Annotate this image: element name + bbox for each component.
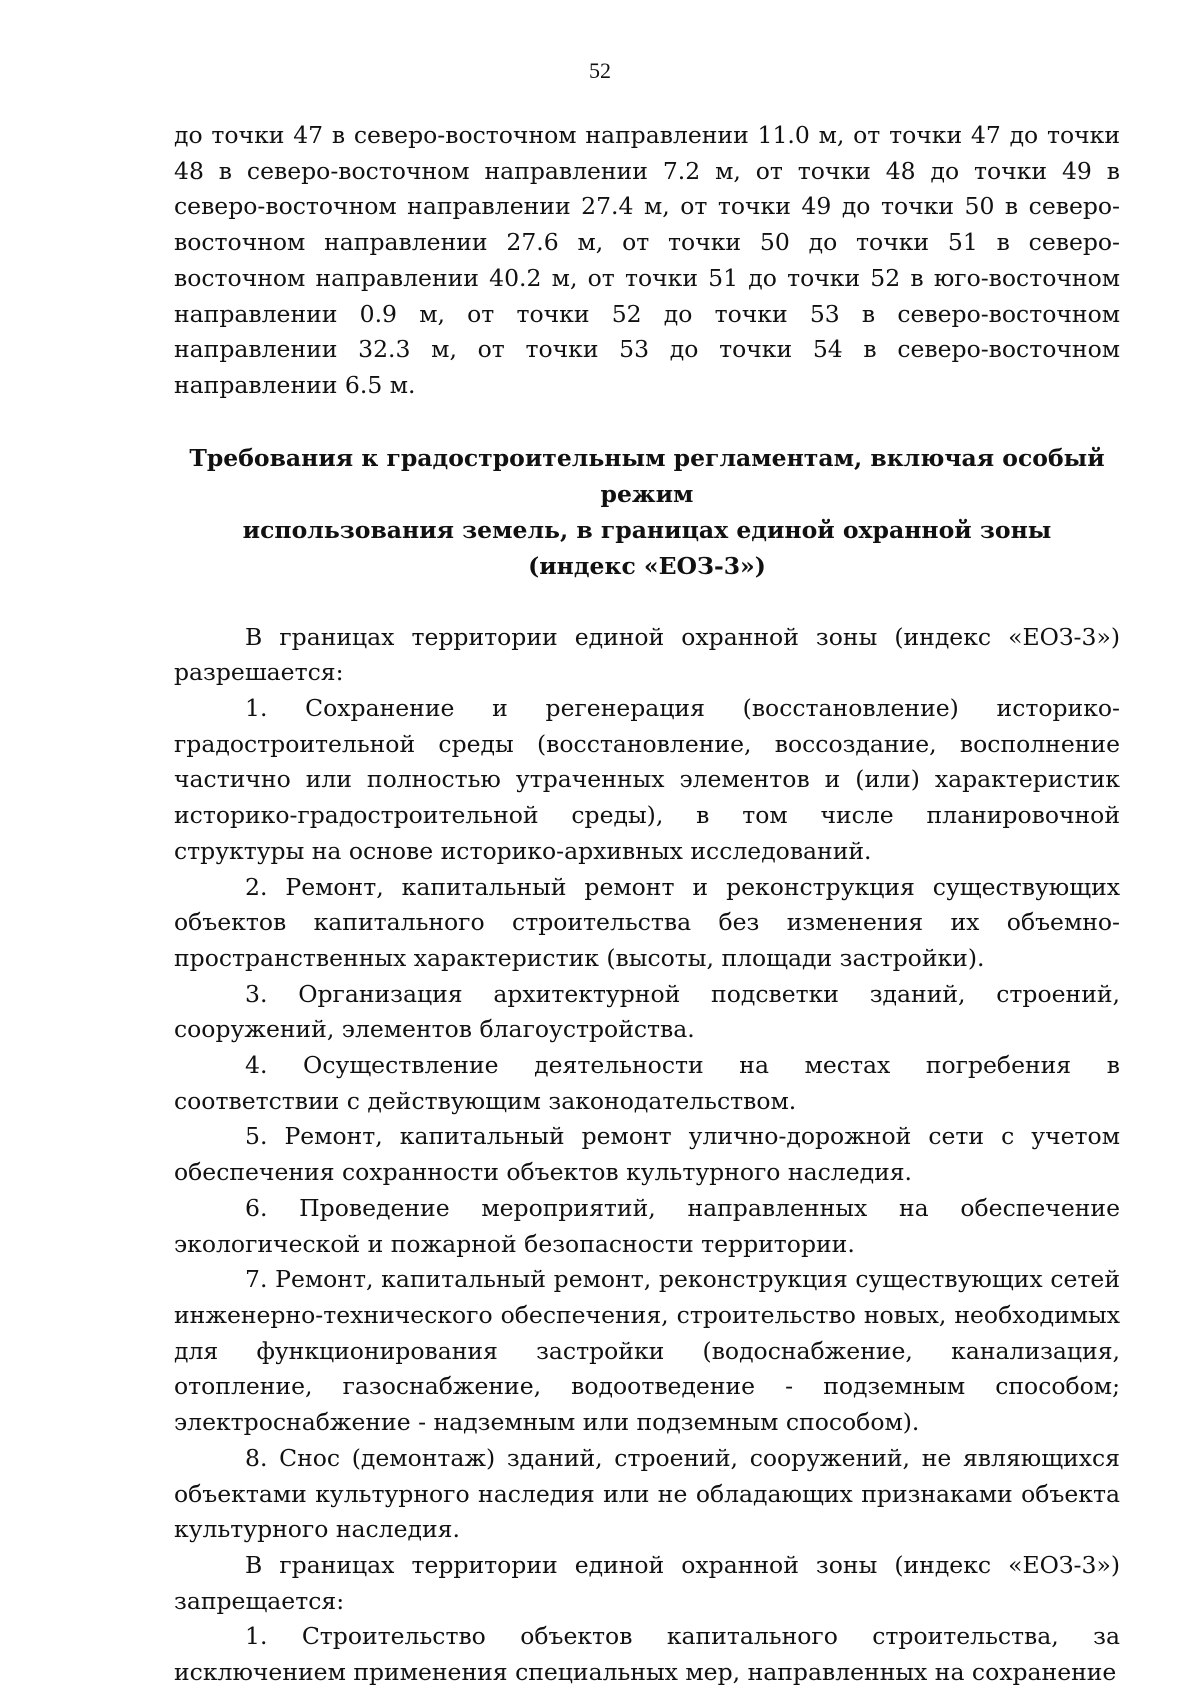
document-body: [174, 118, 1120, 1691]
allowed-item-8: 8. Снос (демонтаж) зданий, строений, сооружений, не являющихся объектами культурного наследия или не обладающих признаками объекта культурного наследия.: [174, 1443, 1120, 1544]
heading-line-3: (индекс «ЕОЗ-3»): [528, 551, 766, 580]
allowed-item-4: 4. Осуществление деятельности на местах погребения в соответствии с действующим законодательством.: [174, 1051, 1120, 1115]
section-heading: [174, 440, 1120, 584]
heading-line-1: Требования к градостроительным регламентам, включая особый режим: [189, 443, 1105, 508]
prohibited-intro: В границах территории единой охранной зоны (индекс «ЕОЗ-3») запрещается:: [174, 1550, 1120, 1615]
intro-paragraph: до точки 47 в северо-восточном направлении 11.0 м, от точки 47 до точки 48 в северо-восточном направлении 7.2 м, от точки 48 до точки 49 в северо-восточном направлении 27.4 м, от точки 49 до точки 50 в северо-восточном направлении 27.6 м, от точки 50 до точки 51 в северо-восточном направлении 40.2 м, от точки 51 до точки 52 в юго-восточном направлении 0.9 м, от точки 52 до точки 53 в северо-восточном направлении 32.3 м, от точки 53 до точки 54 в северо-восточном направлении 6.5 м.: [174, 121, 1120, 399]
page-number: 52: [589, 58, 611, 83]
allowed-item-5: 5. Ремонт, капитальный ремонт улично-дорожной сети с учетом обеспечения сохранности объектов культурного наследия.: [174, 1122, 1120, 1187]
prohibited-item-1: 1. Строительство объектов капитального строительства, за исключением применения специальных мер, направленных на сохранение: [174, 1622, 1120, 1687]
allowed-item-7: 7. Ремонт, капитальный ремонт, реконструкция существующих сетей инженерно-технического обеспечения, строительство новых, необходимых для функционирования застройки (водоснабжение, канализация, отопление, газоснабжение, водоотведение - подземным способом; электроснабжение - надземным или подземным способом).: [174, 1265, 1120, 1437]
allowed-item-1: 1. Сохранение и регенерация (восстановление) историко-градостроительной среды (восстановление, воссоздание, восполнение частично или полностью утраченных элементов и (или) характеристик историко-градостроительной среды), в том числе планировочной структуры на основе историко-архивных исследований.: [174, 694, 1120, 865]
heading-line-2: использования земель, в границах единой охранной зоны: [242, 515, 1052, 544]
allowed-item-2: 2. Ремонт, капитальный ремонт и реконструкция существующих объектов капитального строительства без изменения их объемно-пространственных характеристик (высоты, площади застройки).: [174, 872, 1120, 972]
allowed-item-6: 6. Проведение мероприятий, направленных на обеспечение экологической и пожарной безопасности территории.: [174, 1193, 1120, 1258]
allowed-item-3: 3. Организация архитектурной подсветки зданий, строений, сооружений, элементов благоустройства.: [174, 979, 1120, 1044]
allowed-intro: В границах территории единой охранной зоны (индекс «ЕОЗ-3») разрешается:: [174, 622, 1120, 687]
